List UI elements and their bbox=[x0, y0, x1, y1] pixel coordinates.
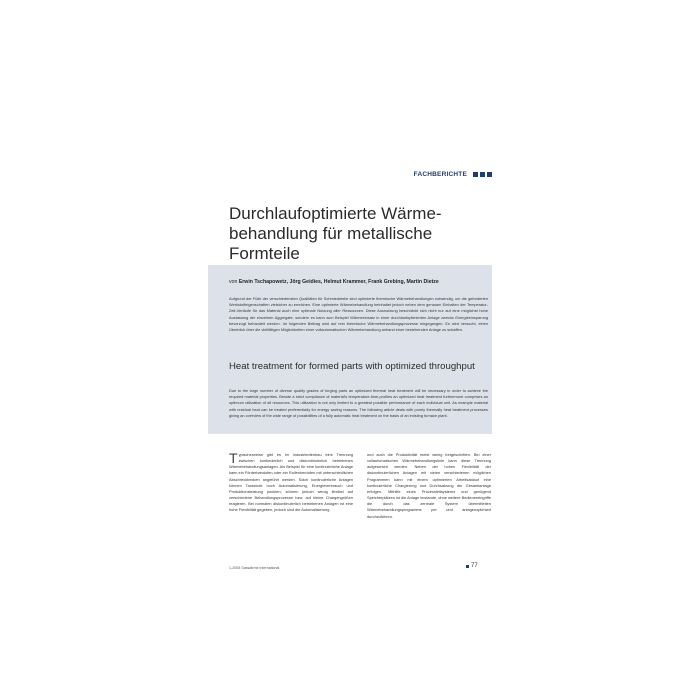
square-icon bbox=[473, 172, 478, 177]
body-column-2 bbox=[367, 452, 491, 520]
english-title: Heat treatment for formed parts with optimized throughput bbox=[229, 361, 475, 372]
article-title: Durchlaufoptimierte Wärme-behandlung für metallische Formteile bbox=[229, 204, 442, 263]
drop-cap: T bbox=[229, 450, 238, 466]
body-text-2: und auch die Produktivität meist wenig fortgeschritten. Bei einer vollautomatischen Wärmebehandlungslinie kann diese Trennung aufgeweicht werden. Neben der hohen Flexibilität der diskontinuierlichen Anlagen mit vielen verschiedenen möglichen Programmen kann mit einem optimierten Arbeitsablauf eine kontinuierliche Chargierung und Durchsatzung der Gesamtanlage erfolgen. Mithilfe eines Prozessleitsystems und genügend Speicherplätzen ist die Anlage imstande, ohne weitere Bedienereingriffe die durch das zentrale System übermittelten Wärmebehandlungsprogramme per und anlagenoptimiert durchzuführen. bbox=[367, 452, 491, 519]
page-number: 77 bbox=[471, 563, 478, 569]
abstract-german: Aufgrund der Fülle der verschiedensten Qualitäten für Schmiedeteile sind optimierte thermische Wärmebehandlungen notwendig, um die geforderten Werkstoffeigenschaften zielsicher zu erreichen. Eine optimierte Wärmebehandlung beinhaltet jedoch neben dem genauen Einhalten der Temperatur-Zeit-Verläufe für das Material auch eine optimale Nutzung aller Ressourcen. Diese Ausnutzung beschränkt sich nicht nur auf eine möglichst hohe Auslastung der einzelnen Aggregate, sondern es kann zum Beispiel Wärmeeinsatz in einer durchlaufoptimierten Anlage zwecks Energieeinsparung bevorzugt behandelt werden. Im folgenden Beitrag wird auf rein thermische Wärmebehandlungsprozesse eingegangen. Es wird versucht, einen Überblick über die vielfältigen Möglichkeiten einer vollautomatischen Wärmebehandlung anhand einer bestehenden Anlage zu schaffen. bbox=[229, 296, 488, 333]
square-icon bbox=[466, 565, 469, 568]
square-icon bbox=[480, 172, 485, 177]
page-number-block bbox=[466, 563, 478, 569]
authors-prefix: von bbox=[229, 279, 238, 285]
body-column-1 bbox=[229, 452, 353, 514]
section-label: FACHBERICHTE bbox=[413, 171, 467, 178]
author-line bbox=[229, 279, 489, 285]
abstract-english: Due to the large number of diverse quality grades of forging parts an optimized thermal heat treatment will be necessary in order to achieve the required material properties. Beside a strict compliance of material's temperature-time-profiles an optimized heat treatment furthermore comprises an optimum utilization of all resources. This utilization is not only limited to a greatest possible performance of each individual unit. As example material with residual heat can be treated preferentially for energy saving reasons. The following article deals with purely thermally heat treatment processes giving an overview of the wide range of possibilities of a fully automatic heat treatment on the basis of an existing furnace plant. bbox=[229, 388, 488, 418]
section-tag bbox=[400, 171, 492, 178]
body-text-1: ypischerweise gibt es im Industrieofenbau eine Trennung zwischen kontinuierlich und diskontinuierlich betriebenen Wärmebehandlungsanlagen. Als Beispiel für eine kontinuierliche Anlage kann ein Förderbandofen oder ein Rollenherdofen mit unterschiedlichen Abschreckbecken angeführt werden. Solch kontinuierliche Anlagen können Tausende hoch Automatisierung, Energieverbrauch und Produktionsleistung punkten, können jedoch wenig flexibel auf verschiedene Behandlungsprozesse bzw. auf kleine Chargengrößen reagieren. Bei normalen diskontinuierlich betriebenen Anlagen ist eine hohe Flexibilität gegeben, jedoch sind die Automatisierung bbox=[229, 452, 353, 513]
authors: Erwin Tschapowetz, Jörg Geidies, Helmut Krammer, Frank Grebing, Martin Dietze bbox=[238, 279, 439, 285]
square-icon bbox=[487, 172, 492, 177]
section-squares-icon bbox=[473, 172, 492, 177]
footer-journal: 1-2005 Gaswärme International bbox=[229, 566, 280, 570]
